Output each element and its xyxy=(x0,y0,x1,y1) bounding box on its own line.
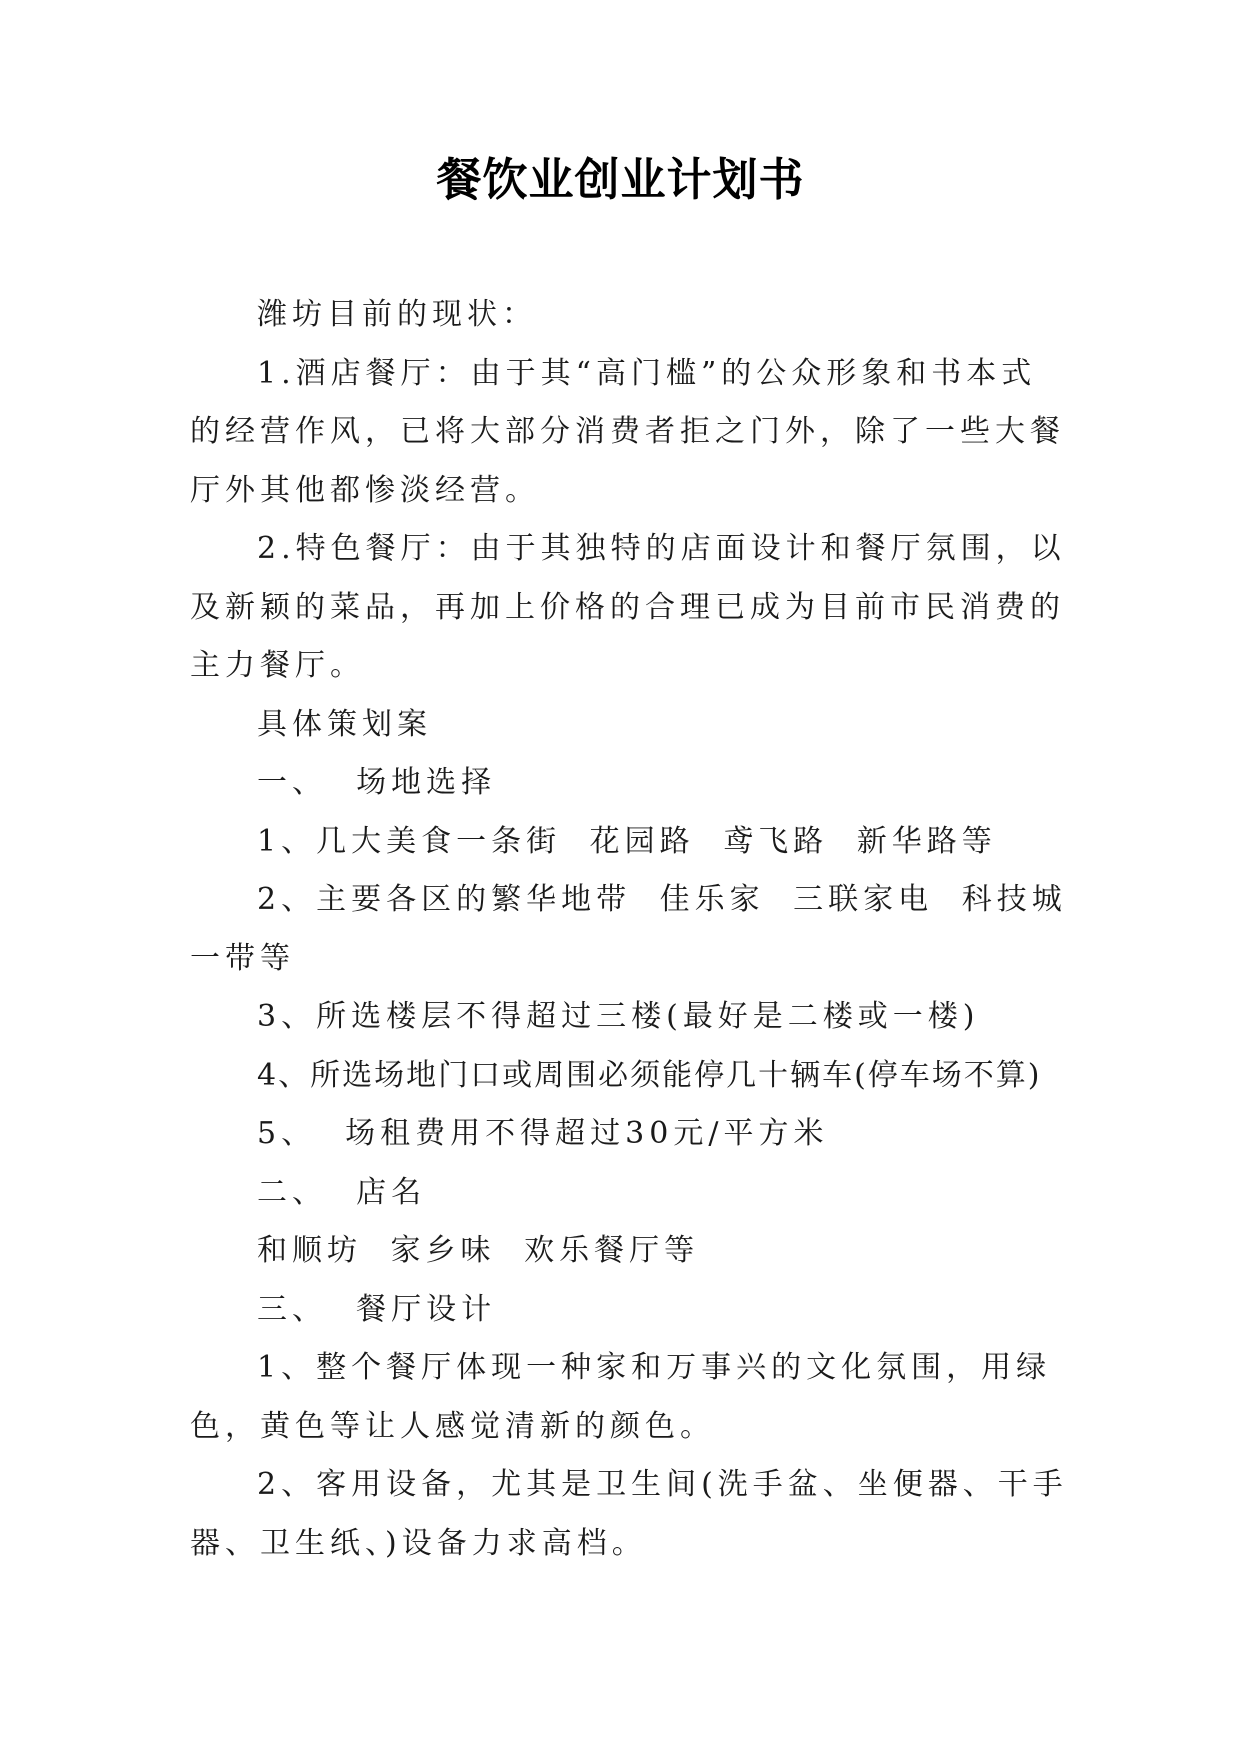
list-item-food-streets: 1、几大美食一条街 花园路 鸢飞路 新华路等 xyxy=(257,823,997,859)
store-name-options: 和顺坊 家乡味 欢乐餐厅等 xyxy=(257,1233,700,1268)
paragraph-specialty-restaurants: 2.特色餐厅：由于其独特的店面设计和餐厅氛围，以及新颖的菜品，再加上价格的合理已成为目前市民消费的主力餐厅。 xyxy=(190,531,1066,683)
list-item-atmosphere: 1、整个餐厅体现一种家和万事兴的文化氛围，用绿色，黄色等让人感觉清新的颜色。 xyxy=(190,1350,1052,1444)
document-title: 餐饮业创业计划书 xyxy=(436,153,805,206)
list-item-parking: 4、所选场地门口或周围必须能停几十辆车(停车场不算) xyxy=(257,1057,1042,1093)
section-heading-site-selection: 一、 场地选择 xyxy=(257,765,497,800)
paragraph-status-heading: 潍坊目前的现状： xyxy=(257,297,537,332)
section-heading-restaurant-design: 三、 餐厅设计 xyxy=(257,1291,497,1327)
paragraph-plan-heading: 具体策划案 xyxy=(257,706,432,742)
section-heading-store-name: 二、 店名 xyxy=(257,1174,427,1210)
document-body xyxy=(190,286,1070,1573)
list-item-busy-areas: 2、主要各区的繁华地带 佳乐家 三联家电 科技城一带等 xyxy=(190,882,1067,976)
paragraph-hotel-restaurants: 1.酒店餐厅：由于其“高门槛”的公众形象和书本式的经营作风，已将大部分消费者拒之门外，除了一些大餐厅外其他都惨淡经营。 xyxy=(190,355,1065,508)
list-item-guest-equipment: 2、客用设备，尤其是卫生间(洗手盆、坐便器、干手器、卫生纸、)设备力求高档。 xyxy=(190,1467,1068,1561)
list-item-floor-limit: 3、所选楼层不得超过三楼(最好是二楼或一楼) xyxy=(257,999,980,1034)
list-item-rent-limit: 5、 场租费用不得超过30元/平方米 xyxy=(257,1116,829,1151)
